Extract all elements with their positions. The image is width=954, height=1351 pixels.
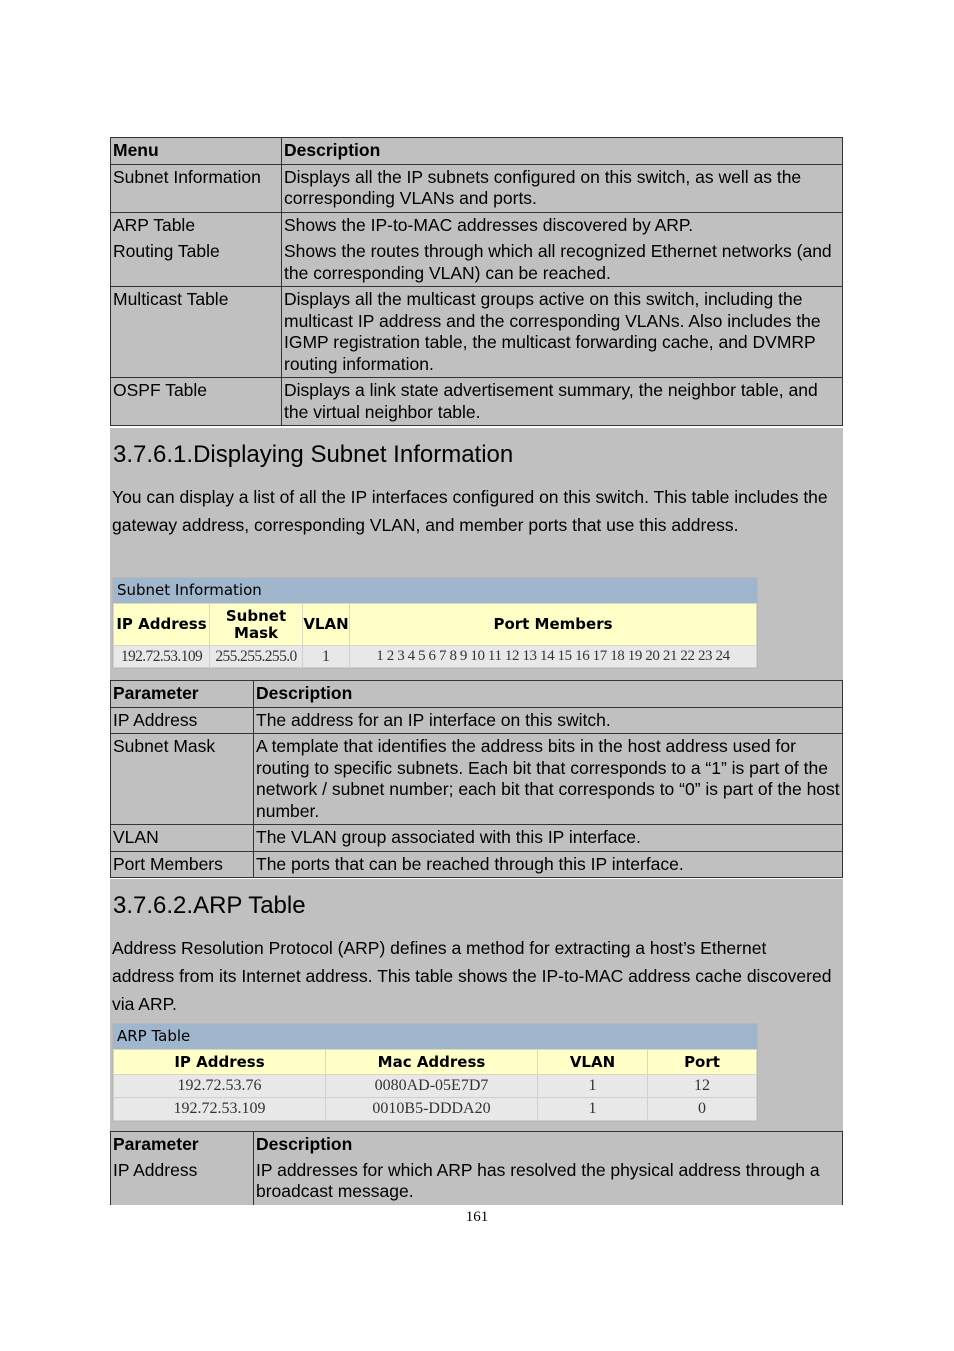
column-header-mac-address: Mac Address bbox=[326, 1050, 538, 1075]
mac-address-cell: 0010B5-DDDA20 bbox=[326, 1098, 538, 1121]
port-members-cell: 1 2 3 4 5 6 7 8 9 10 11 12 13 14 15 16 17 18 19 20 21 22 23 24 bbox=[350, 646, 757, 668]
port-cell: 0 bbox=[648, 1098, 757, 1121]
ip-address-cell: 192.72.53.76 bbox=[114, 1075, 326, 1098]
description-cell: Displays a link state advertisement summary, the neighbor table, and the virtual neighbor table. bbox=[282, 378, 843, 426]
arp-table-panel bbox=[112, 1023, 758, 1122]
table-row bbox=[111, 1158, 843, 1205]
menu-cell: Multicast Table bbox=[111, 287, 282, 378]
mac-address-cell: 0080AD-05E7D7 bbox=[326, 1075, 538, 1098]
parameter-cell: IP Address bbox=[111, 707, 254, 734]
table-row bbox=[111, 212, 843, 287]
table-row bbox=[111, 707, 843, 734]
parameter-cell: VLAN bbox=[111, 825, 254, 852]
panel-title: Subnet Information bbox=[113, 578, 757, 603]
table-row bbox=[111, 378, 843, 426]
subnet-information-panel bbox=[112, 577, 758, 669]
column-header-port: Port bbox=[648, 1050, 757, 1075]
vlan-cell: 1 bbox=[538, 1075, 648, 1098]
menu-cell-arp: ARP Table bbox=[113, 214, 196, 235]
subnet-mask-cell: 255.255.255.0 bbox=[210, 646, 303, 668]
ip-address-cell: 192.72.53.109 bbox=[114, 646, 210, 668]
panel-title: ARP Table bbox=[113, 1024, 757, 1049]
parameter-cell: IP Address bbox=[111, 1158, 254, 1205]
table-header-row bbox=[114, 1050, 757, 1075]
description-routing: Shows the routes through which all recognized Ethernet networks (and the corresponding VLAN) can be reached. bbox=[284, 241, 832, 283]
description-cell bbox=[282, 212, 843, 287]
section-body: You can display a list of all the IP interfaces configured on this switch. This table includes the gateway address, corresponding VLAN, and member ports that use this address. bbox=[112, 487, 828, 535]
table-row bbox=[114, 1098, 757, 1121]
parameter-cell: Port Members bbox=[111, 851, 254, 878]
vlan-cell: 1 bbox=[303, 646, 350, 668]
description-cell: IP addresses for which ARP has resolved the physical address through a broadcast message. bbox=[254, 1158, 843, 1205]
description-cell: The VLAN group associated with this IP interface. bbox=[254, 825, 843, 852]
column-header-ip-address: IP Address bbox=[114, 604, 210, 646]
ip-address-cell: 192.72.53.109 bbox=[114, 1098, 326, 1121]
section-body: Address Resolution Protocol (ARP) defines a method for extracting a host’s Ethernet address from its Internet address. This table shows the IP-to-MAC address cache discovered via ARP. bbox=[112, 938, 832, 1014]
table-row bbox=[111, 287, 843, 378]
column-header-parameter: Parameter bbox=[111, 1132, 254, 1158]
table-header-row bbox=[114, 604, 757, 646]
parameter-table bbox=[110, 1131, 843, 1205]
description-cell: The ports that can be reached through this IP interface. bbox=[254, 851, 843, 878]
menu-cell: Subnet Information bbox=[111, 164, 282, 212]
page-number: 161 bbox=[465, 1209, 489, 1225]
table-row bbox=[111, 734, 843, 825]
menu-cell: OSPF Table bbox=[111, 378, 282, 426]
subnet-table bbox=[113, 603, 757, 668]
description-cell: The address for an IP interface on this switch. bbox=[254, 707, 843, 734]
parameter-cell: Subnet Mask bbox=[111, 734, 254, 825]
column-header-vlan: VLAN bbox=[538, 1050, 648, 1075]
table-row bbox=[114, 1075, 757, 1098]
menu-cell-routing: Routing Table bbox=[113, 241, 220, 261]
description-arp: Shows the IP-to-MAC addresses discovered by ARP. bbox=[284, 214, 694, 235]
menu-table bbox=[110, 137, 843, 426]
column-header-description: Description bbox=[254, 681, 843, 708]
table-row bbox=[111, 851, 843, 878]
description-cell: A template that identifies the address bits in the host address used for routing to specific subnets. Each bit that corresponds to a “1” is part of the network / subnet number; each bit that corresponds to “0” is part of the host number. bbox=[254, 734, 843, 825]
table-header-row bbox=[111, 1132, 843, 1158]
column-header-menu: Menu bbox=[111, 138, 282, 165]
column-header-port-members: Port Members bbox=[350, 604, 757, 646]
column-header-description: Description bbox=[254, 1132, 843, 1158]
table-row bbox=[114, 646, 757, 668]
section-heading: 3.7.6.2.ARP Table bbox=[113, 892, 306, 919]
arp-table bbox=[113, 1049, 757, 1121]
table-row bbox=[111, 825, 843, 852]
menu-cell bbox=[111, 212, 282, 287]
table-header-row bbox=[111, 138, 843, 165]
column-header-ip-address: IP Address bbox=[114, 1050, 326, 1075]
parameter-table bbox=[110, 680, 843, 878]
vlan-cell: 1 bbox=[538, 1098, 648, 1121]
column-header-parameter: Parameter bbox=[111, 681, 254, 708]
port-cell: 12 bbox=[648, 1075, 757, 1098]
table-header-row bbox=[111, 681, 843, 708]
column-header-subnet-mask: Subnet Mask bbox=[210, 604, 303, 646]
description-cell: Displays all the multicast groups active on this switch, including the multicast IP address and the corresponding VLANs. Also includes the IGMP registration table, the multicast forwarding cache, and DVMRP routing information. bbox=[282, 287, 843, 378]
column-header-vlan: VLAN bbox=[303, 604, 350, 646]
description-cell: Displays all the IP subnets configured on this switch, as well as the corresponding VLANs and ports. bbox=[282, 164, 843, 212]
table-row bbox=[111, 164, 843, 212]
column-header-description: Description bbox=[282, 138, 843, 165]
section-heading: 3.7.6.1.Displaying Subnet Information bbox=[113, 441, 514, 468]
